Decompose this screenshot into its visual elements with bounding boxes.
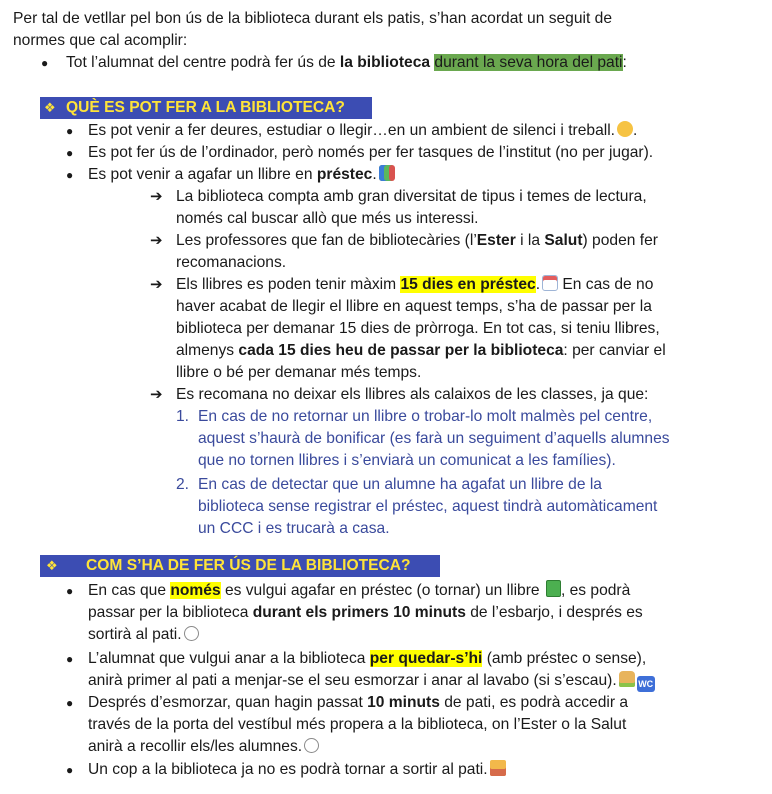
sub-item-line: haver acabat de llegir el llibre en aquest temps, s’ha de passar per la	[176, 298, 652, 315]
text: i la	[515, 232, 545, 249]
arrow-icon: ➔	[150, 386, 163, 403]
calendar-icon	[542, 275, 558, 291]
section-heading-1	[40, 97, 372, 119]
list-item-line	[88, 624, 199, 646]
name-salut: Salut	[544, 232, 583, 249]
text: Els llibres es poden tenir màxim	[176, 276, 401, 293]
text: En cas de no	[558, 276, 654, 293]
bullet-dot: ●	[66, 652, 74, 666]
arrow-icon: ➔	[150, 188, 163, 205]
text: almenys	[176, 342, 239, 359]
shushing-face-icon	[617, 121, 633, 137]
text: de pati, es podrà accedir a	[439, 694, 629, 711]
loan-bold: préstec	[316, 166, 373, 183]
numbered-item-line: que no tornen llibres i s’enviarà un comunicat a les famílies).	[198, 452, 616, 469]
list-item	[88, 580, 630, 602]
list-number: 2.	[176, 476, 190, 493]
sandwich-icon	[619, 671, 635, 687]
books-icon	[379, 165, 395, 181]
text: sortirà al pati.	[88, 626, 182, 643]
sub-item-line: llibre o bé per demanar més temps.	[176, 364, 422, 381]
list-item-line: través de la porta del vestíbul més propera a la biblioteca, on l’Ester o la Salut	[88, 716, 627, 733]
timer-icon	[304, 738, 319, 753]
timer-icon	[184, 626, 199, 641]
list-item: Es pot venir a fer deures, estudiar o llegir…en un ambient de silenci i treball. .	[88, 122, 638, 139]
list-item-line	[88, 670, 655, 692]
list-item-line	[88, 602, 643, 624]
ten-minutes-bold: 10 minuts	[367, 694, 440, 711]
intro-line-1: Per tal de vetllar pel bon ús de la biblioteca durant els patis, s’han acordat un seguit de	[13, 10, 613, 27]
intro-bullet-bold: la biblioteca	[339, 54, 431, 71]
sub-item-line: biblioteca per demanar 15 dies de pròrroga. En tot cas, si teniu llibres,	[176, 320, 660, 337]
list-item-text: Es pot venir a agafar un llibre en	[88, 166, 317, 183]
green-book-icon	[546, 580, 561, 597]
loan-days-highlight: 15 dies en préstec	[400, 276, 536, 293]
wc-icon: WC	[637, 676, 655, 692]
text: (amb préstec o sense),	[482, 650, 647, 667]
bullet-dot: ●	[66, 584, 74, 598]
text: En cas que	[88, 582, 171, 599]
text: Un cop a la biblioteca ja no es podrà tornar a sortir al pati.	[88, 761, 488, 778]
sub-item-line: només cal buscar allò que més us interessi.	[176, 210, 479, 227]
first-10-minutes-bold: durant els primers 10 minuts	[252, 604, 466, 621]
arrow-icon: ➔	[150, 276, 163, 293]
intro-bullet-colon: :	[622, 54, 627, 71]
sub-item-line	[176, 274, 653, 296]
intro-bullet	[66, 52, 627, 74]
intro-bullet-highlight: durant la seva hora del pati	[434, 54, 623, 71]
numbered-item-line: aquest s’haurà de bonificar (es farà un seguiment d’aquells alumnes	[198, 430, 670, 447]
school-icon	[490, 760, 506, 776]
list-item	[88, 692, 628, 714]
text: L’alumnat que vulgui anar a la biblioteca	[88, 650, 370, 667]
section-heading-2	[40, 555, 440, 577]
text: es vulgui agafar en préstec (o tornar) un llibre	[220, 582, 544, 599]
list-item-text: Es pot venir a fer deures, estudiar o llegir…en un ambient de silenci i treball.	[88, 122, 615, 139]
bullet-dot: ●	[41, 56, 49, 70]
bullet-dot: ●	[66, 763, 74, 777]
bullet-dot: ●	[66, 146, 74, 160]
arrow-icon: ➔	[150, 232, 163, 249]
sub-item-line: La biblioteca compta amb gran diversitat de tipus i temes de lectura,	[176, 188, 647, 205]
list-item	[88, 648, 646, 670]
diamond-icon: ❖	[44, 100, 56, 115]
list-number: 1.	[176, 408, 190, 425]
sub-item-line: Es recomana no deixar els llibres als calaixos de les classes, ja que:	[176, 386, 649, 403]
period: .	[372, 166, 377, 183]
text: Les professores que fan de bibliotecàries (l’	[176, 232, 477, 249]
text: anirà primer al pati a menjar-se el seu esmorzar i anar al lavabo (si s’escau).	[88, 672, 617, 689]
list-item	[88, 164, 395, 186]
sub-item-line	[176, 340, 666, 362]
section-title-1: QUÈ ES POT FER A LA BIBLIOTECA?	[66, 99, 345, 116]
list-item: Es pot fer ús de l’ordinador, però només per fer tasques de l’institut (no per jugar).	[88, 144, 654, 161]
sub-item-line: recomanacions.	[176, 254, 287, 271]
text: de l’esbarjo, i després es	[465, 604, 643, 621]
only-highlight: només	[170, 582, 221, 599]
bullet-dot: ●	[66, 168, 74, 182]
section-title-2: COM S’HA DE FER ÚS DE LA BIBLIOTECA?	[86, 557, 411, 574]
text: Després d’esmorzar, quan hagin passat	[88, 694, 368, 711]
numbered-item-line: un CCC i es trucarà a casa.	[198, 520, 390, 537]
bullet-dot: ●	[66, 124, 74, 138]
intro-line-2: normes que cal acomplir:	[13, 32, 188, 49]
name-ester: Ester	[476, 232, 516, 249]
numbered-item-line: En cas de detectar que un alumne ha agafat un llibre de la	[198, 476, 602, 493]
text: : per canviar el	[563, 342, 666, 359]
list-item	[88, 759, 506, 781]
list-item-line	[88, 736, 319, 758]
text: passar per la biblioteca	[88, 604, 253, 621]
text: anirà a recollir els/les alumnes.	[88, 738, 303, 755]
numbered-item-line: En cas de no retornar un llibre o trobar-lo molt malmès pel centre,	[198, 408, 653, 425]
text: ) poden fer	[582, 232, 658, 249]
numbered-item-line: biblioteca sense registrar el préstec, aquest tindrà automàticament	[198, 498, 658, 515]
sub-item-line	[176, 230, 658, 252]
stay-highlight: per quedar-s’hi	[369, 650, 483, 667]
intro-bullet-text: Tot l’alumnat del centre podrà fer ús de	[66, 54, 340, 71]
bullet-dot: ●	[66, 696, 74, 710]
text: .	[535, 276, 541, 293]
every-15-days-bold: cada 15 dies heu de passar per la biblioteca	[238, 342, 564, 359]
diamond-icon: ❖	[46, 558, 58, 573]
text: , es podrà	[560, 582, 631, 599]
